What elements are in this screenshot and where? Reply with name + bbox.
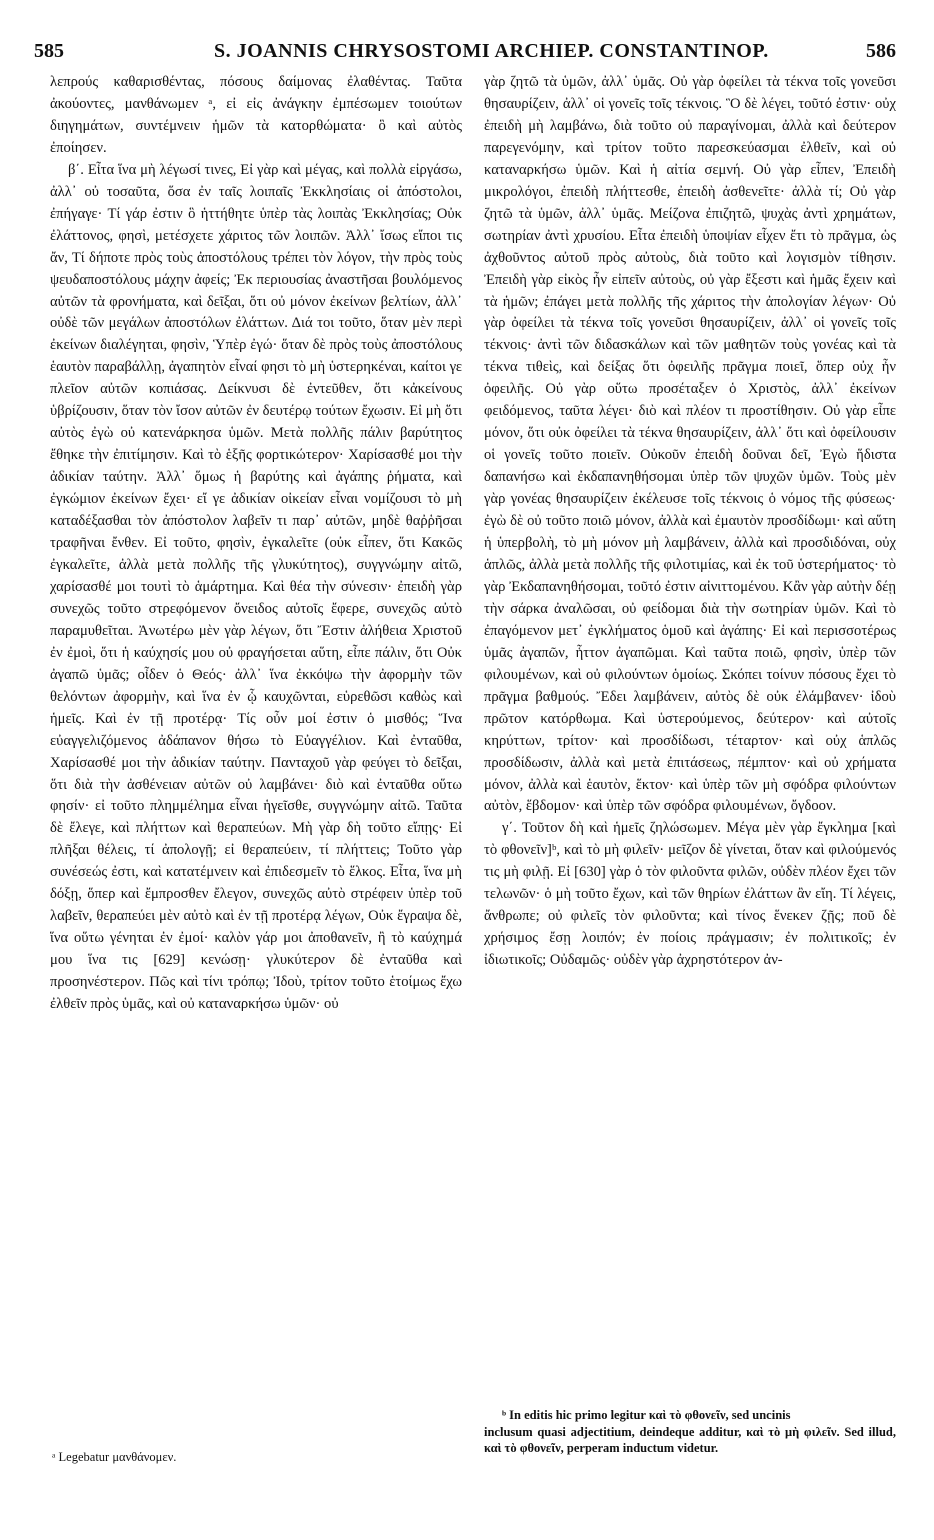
left-paragraph-1: λεπρούς καθαρισθέντας, πόσους δαίμονας ἐλαθέντας. Ταῦτα ἀκούοντες, μανθάνωμεν ᵃ, εἰ εἰς ἀνάγκην ἐμπέσωμεν τοιούτων διηγημάτων, συντέμνειν ἡμῶν τὰ κατορθώματα· ὃ καὶ αὐτὸς ἐποίησεν. [50,74,462,156]
footnote-b [484,1407,896,1457]
footnote-b-rest: inclusum quasi adjectitium, deindeque additur, καὶ τὸ μὴ φιλεῖν. Sed illud, καὶ τὸ φθονεῖν, perperam inductum videtur. [484,1424,896,1455]
left-paragraph-2: β΄. Εἶτα ἵνα μὴ λέγωσί τινες, Εἰ γὰρ καὶ μέγας, καὶ πολλὰ εἰργάσω, ἀλλ᾽ οὐ τοσαῦτα, ὅσα ἐν ταῖς λοιπαῖς Ἐκκλησίαις οἱ ἀπόστολοι, ἐπήγαγε· Τί γάρ ἐστιν ὃ ἡττήθητε ὑπὲρ τὰς λοιπὰς Ἐκκλησίας; Οὐκ ἐλάττονος, φησὶ, μετέσχετε χάριτος τῶν λοιπῶν. Ἀλλ᾽ ἴσως εἴποι τις ἄν, Τί δήποτε πρὸς τοὺς ἀποστόλους τρέπει τὸν λόγον, τὴν πρὸς τοὺς ψευδαποστόλους μάχην ἀφείς; Ἐκ περιουσίας ἀναστῆσαι βουλόμενος αὐτῶν τὰ φρονήματα, καὶ δεῖξαι, ὅτι οὐ μόνον ἐκείνων βελτίων, ἀλλ᾽ οὐδὲ τῶν μεγάλων ἀποστόλων ἐλάττων. Διά τοι τοῦτο, ὅταν μὲν περὶ ἐκείνων διαλέγηται, φησὶν, Ὑπὲρ ἐγώ· ὅταν δὲ πρὸς τοὺς ἀποστόλους ἑαυτὸν παραβάλλῃ, ἀγαπητὸν εἶναί φησι τὸ μὴ ὑστερηκέναι, καίτοι γε πλεῖον αὐτῶν κοπιάσας. Δείκνυσι δὲ ἐντεῦθεν, ὅτι κἀκείνους ὑβρίζουσιν, ὅταν τὸν ἴσον αὐτῶν ἐν δευτέρῳ τούτων ἔχωσιν. Εἰ μὴ ὅτι αὐτὸς ἐγὼ οὐ κατενάρκησα ὑμῶν. Μετὰ πολλῆς πάλιν βαρύτητος ἔθηκε τὴν ἐπιτίμησιν. Καὶ τὸ ἑξῆς φορτικώτερον· Χαρίσασθέ μοι τὴν ἀδικίαν ταύτην. Ἀλλ᾽ ὅμως ἡ βαρύτης καὶ ἀγάπης ῥήματα, καὶ ἐγκώμιον ἐκείνων ἔχει· εἴ γε ἀδικίαν οἰκείαν εἶναι νομίζουσι τὸ μὴ καταδέξασθαι τὸν ἀπόστολον λαβεῖν τι παρ᾽ αὐτῶν, μηδὲ θαῤῥῆσαι τραφῆναι ἔνθεν. Εἰ τοῦτο, φησὶν, ἐγκαλεῖτε (οὐκ εἶπεν, ὅτι Κακῶς ἐγκαλεῖτε, ἀλλὰ μετὰ πολλῆς τῆς γλυκύτητος), συγγνώμην αἰτῶ, χαρίσασθέ μοι τουτὶ τὸ ἁμάρτημα. Καὶ θέα τὴν σύνεσιν· ἐπειδὴ γὰρ συνεχῶς τοῦτο στρεφόμενον ὄνειδος αὐτοῖς ἔφερε, συνεχῶς αὐτὸ παραμυθεῖται. Ἀνωτέρω μὲν γὰρ λέγων, ὅτι Ἔστιν ἀλήθεια Χριστοῦ ἐν ἐμοὶ, ὅτι ἡ καύχησίς μου οὐ φραγήσεται αὕτη, εἶπε πάλιν, ὅτι Οὐκ ἀγαπῶ ὑμᾶς; οἶδεν ὁ Θεός· ἀλλ᾽ ἵνα ἐκκόψω τὴν ἀφορμὴν τῶν θελόντων ἀφορμὴν, καὶ ἵνα ἐν ᾧ καυχῶνται, εὑρεθῶσι καθὼς καὶ ἡμεῖς. Καὶ ἐν τῇ προτέρᾳ· Τίς οὖν μοί ἐστιν ὁ μισθός; Ἵνα εὐαγγελιζόμενος ἀδάπανον θήσω τὸ Εὐαγγέλιον. Καὶ ἐνταῦθα, Χαρίσασθέ μοι τὴν ἀδικίαν ταύτην. Πανταχοῦ γὰρ φεύγει τὸ δεῖξαι, ὅτι διὰ τὴν ἀσθένειαν αὐτῶν οὐ λαμβάνει· διὸ καὶ ἐνταῦθα οὕτω φησίν· εἰ τοῦτο πλημμέλημα εἶναι ἡγεῖσθε, συγγνώμην αἰτῶ. Ταῦτα δὲ ἔλεγε, καὶ πλήττων καὶ θεραπεύων. Μὴ γὰρ δὴ τοῦτο εἴπῃς· Εἰ πλῆξαι θέλεις, τί ἀπολογῇ; εἰ θεραπεύειν, τί πλήττεις; Τοῦτο γὰρ συνέσεώς ἐστι, καὶ κατατέμνειν καὶ ἐπιδεσμεῖν τὸ ἕλκος. Εἶτα, ἵνα μὴ δόξῃ, ὅπερ καὶ ἔμπροσθεν ἔλεγον, συνεχῶς αὐτὸ στρέφειν ὑπὲρ τοῦ λαβεῖν, θεραπεύει μὲν αὐτὸ καὶ ἐν τῇ προτέρᾳ λέγων, Οὐκ ἔγραψα δὲ, ἵνα οὕτω γένηται ἐν ἐμοί· καλὸν γάρ μοι ἀποθανεῖν, ἢ τὸ καύχημά μου ἵνα τις [629] κενώσῃ· γλυκύτερον δὲ ἐνταῦθα καὶ προσηνέστερον. Πῶς καὶ τίνι τρόπῳ; Ἰδοὺ, τρίτον τοῦτο ἑτοίμως ἔχω ἐλθεῖν πρὸς ὑμᾶς, καὶ οὐ καταναρκήσω ὑμῶν· οὐ [50,161,462,1013]
page-number-left: 585 [34,40,64,62]
running-header [34,40,896,70]
right-paragraph-1: γὰρ ζητῶ τὰ ὑμῶν, ἀλλ᾽ ὑμᾶς. Οὐ γὰρ ὀφείλει τὰ τέκνα τοῖς γονεῦσι θησαυρίζειν, ἀλλ᾽ οἱ γονεῖς τοῖς τέκνοις. Ὃ δὲ λέγει, τοῦτό ἐστιν· οὐχ ἐπειδὴ μὴ λαμβάνω, διὰ τοῦτο οὐ παραγίνομαι, ἀλλὰ καὶ δεύτερον παρεγενόμην, καὶ τρίτον τοῦτο παρεσκεύασμαι ἐλθεῖν, καὶ οὐ καταναρκήσω ὑμῶν. Καὶ ἡ αἰτία σεμνή. Οὐ γὰρ εἶπεν, Ἐπειδὴ μικρολόγοι, ἐπειδὴ πλήττεσθε, ἐπειδὴ ἀσθενεῖτε· ἀλλὰ τί; Οὐ γὰρ ζητῶ τὰ ὑμῶν, ἀλλ᾽ ὑμᾶς. Μείζονα ἐπιζητῶ, ψυχὰς ἀντὶ χρημάτων, σωτηρίαν ἀντὶ χρυσίου. Εἶτα ἐπειδὴ ὑποψίαν εἶχεν ἔτι τὸ πρᾶγμα, ὡς ἀχθοῦντος αὐτοῦ πρὸς αὐτοὺς, διὰ τοῦτο καὶ λογισμὸν τίθησιν. Ἐπειδὴ γὰρ εἰκὸς ἦν εἰπεῖν αὐτοὺς, οὐ γὰρ ἔξεστι καὶ ἡμᾶς ἔχειν καὶ τὰ ἡμῶν; ἐπάγει μετὰ πολλῆς τῆς χάριτος τὴν ἀπολογίαν λέγων· Οὐ γὰρ ὀφείλει τὰ τέκνα τοῖς γονεῦσι θησαυρίζειν, ἀλλ᾽ οἱ γονεῖς τοῖς τέκνοις· ἀντὶ τῶν διδασκάλων καὶ τῶν μαθητῶν τοὺς γονέας καὶ τὰ τέκνα τιθεὶς, καὶ δείξας ὅτι ὀφειλῆς πρᾶγμα ποιεῖ, ὅπερ οὐχ ἦν ὀφειλῆς. Οὐ γὰρ οὕτω προσέταξεν ὁ Χριστὸς, ἀλλ᾽ ἐκείνων φειδόμενος, ταῦτα λέγει· διὸ καὶ πλέον τι προστίθησιν. Οὐ γὰρ εἶπε μόνον, ὅτι οὐκ ὀφείλει τὰ τέκνα θησαυρίζειν, ἀλλ᾽ ὅτι καὶ ὀφείλουσιν οἱ γονεῖς τοῦτο ποιεῖν. Οὐκοῦν ἐπειδὴ δοῦναι δεῖ, Ἐγὼ ἥδιστα δαπανήσω καὶ ἐκδαπανηθήσομαι ὑπὲρ τῶν ψυχῶν ὑμῶν. Τοὺς μὲν γὰρ γονέας θησαυρίζειν ἐκέλευσε τοῖς τέκνοις ὁ νόμος τῆς φύσεως· ἐγὼ δὲ οὐ τοῦτο ποιῶ μόνον, ἀλλὰ καὶ ἐμαυτὸν προσδίδωμι· καὶ αὕτη ἡ ὑπερβολὴ, τὸ μὴ μόνον μὴ λαμβάνειν, ἀλλὰ καὶ προσδιδόναι, οὐχ ἁπλῶς, ἀλλὰ μετὰ πολλῆς τῆς φιλοτιμίας, καὶ ἐκ τοῦ ὑστερήματος· τὸ γὰρ Ἐκδαπανηθήσομαι, τοῦτό ἐστιν αἰνιττομένου. Κἂν γὰρ αὐτὴν δέῃ τὴν σάρκα ἀναλῶσαι, οὐ φείδομαι διὰ τὴν σωτηρίαν ὑμῶν. Καὶ τὸ ἐπαγόμενον μετ᾽ ἐγκλήματος ὁμοῦ καὶ ἀγάπης· Εἰ καὶ περισσοτέρως ὑμᾶς ἀγαπῶν, ἧττον ἀγαπῶμαι. Καὶ ταῦτα ποιῶ, φησὶν, ὑπὲρ τῶν φιλουμένων, καὶ οὐ φιλούντων ὁμοίως. Σκόπει τοίνυν πόσους ἔχει τὸ πρᾶγμα βαθμούς. Ἔδει λαμβάνειν, αὐτὸς δὲ οὐκ ἐλάμβανεν· ἰδοὺ πρῶτον κατόρθωμα. Καὶ ὑστερούμενος, δεύτερον· καὶ αὐτοῖς κηρύττων, τρίτον· καὶ προσδίδωσι, τέταρτον· καὶ οὐχ ἁπλῶς προσδίδωσιν, ἀλλὰ καὶ μετὰ ἐπιτάσεως, πέμπτον· καὶ οὐ χρήματα μόνον, ἀλλὰ καὶ ἑαυτὸν, ἕκτον· καὶ ὑπὲρ τῶν μὴ σφόδρα φιλούντων αὐτὸν, ἕβδομον· καὶ ὑπὲρ τῶν σφόδρα φιλουμένων, ὄγδοον. [484,74,896,815]
running-title: S. JOANNIS CHRYSOSTOMI ARCHIEP. CONSTANTINOP. [214,40,769,62]
page-number-right: 586 [866,40,896,62]
right-paragraph-2: γ΄. Τοῦτον δὴ καὶ ἡμεῖς ζηλώσωμεν. Μέγα μὲν γὰρ ἔγκλημα [καὶ τὸ φθονεῖν]ᵇ, καὶ τὸ μὴ φιλεῖν· μεῖζον δὲ γίνεται, ὅταν καὶ φιλούμενός τις μὴ φιλῇ. Εἰ [630] γὰρ ὁ τὸν φιλοῦντα φιλῶν, οὐδὲν πλέον ἔχει τῶν τελωνῶν· ὁ μὴ τοῦτο ἔχων, καὶ τῶν θηρίων ἐλάττων ἂν εἴη. Τί λέγεις, ἄνθρωπε; οὐ φιλεῖς τὸν φιλοῦντα; καὶ τίνος ἕνεκεν ζῇς; ποῦ δὲ χρήσιμος ἔσῃ λοιπόν; ἐν ποίοις πράγμασιν; ἐν πολιτικοῖς; ἐν ἰδιωτικοῖς; Οὐδαμῶς· οὐδὲν γὰρ ἀχρηστότερον ἀν- [484,820,896,969]
footnote-b-line-1: ᵇ In editis hic primo legitur καὶ τὸ φθονεῖν, sed uncinis [502,1408,791,1422]
left-column [50,72,462,1016]
right-column [484,72,896,972]
footnote-a: ᵃ Legebatur μανθάνομεν. [52,1450,177,1464]
